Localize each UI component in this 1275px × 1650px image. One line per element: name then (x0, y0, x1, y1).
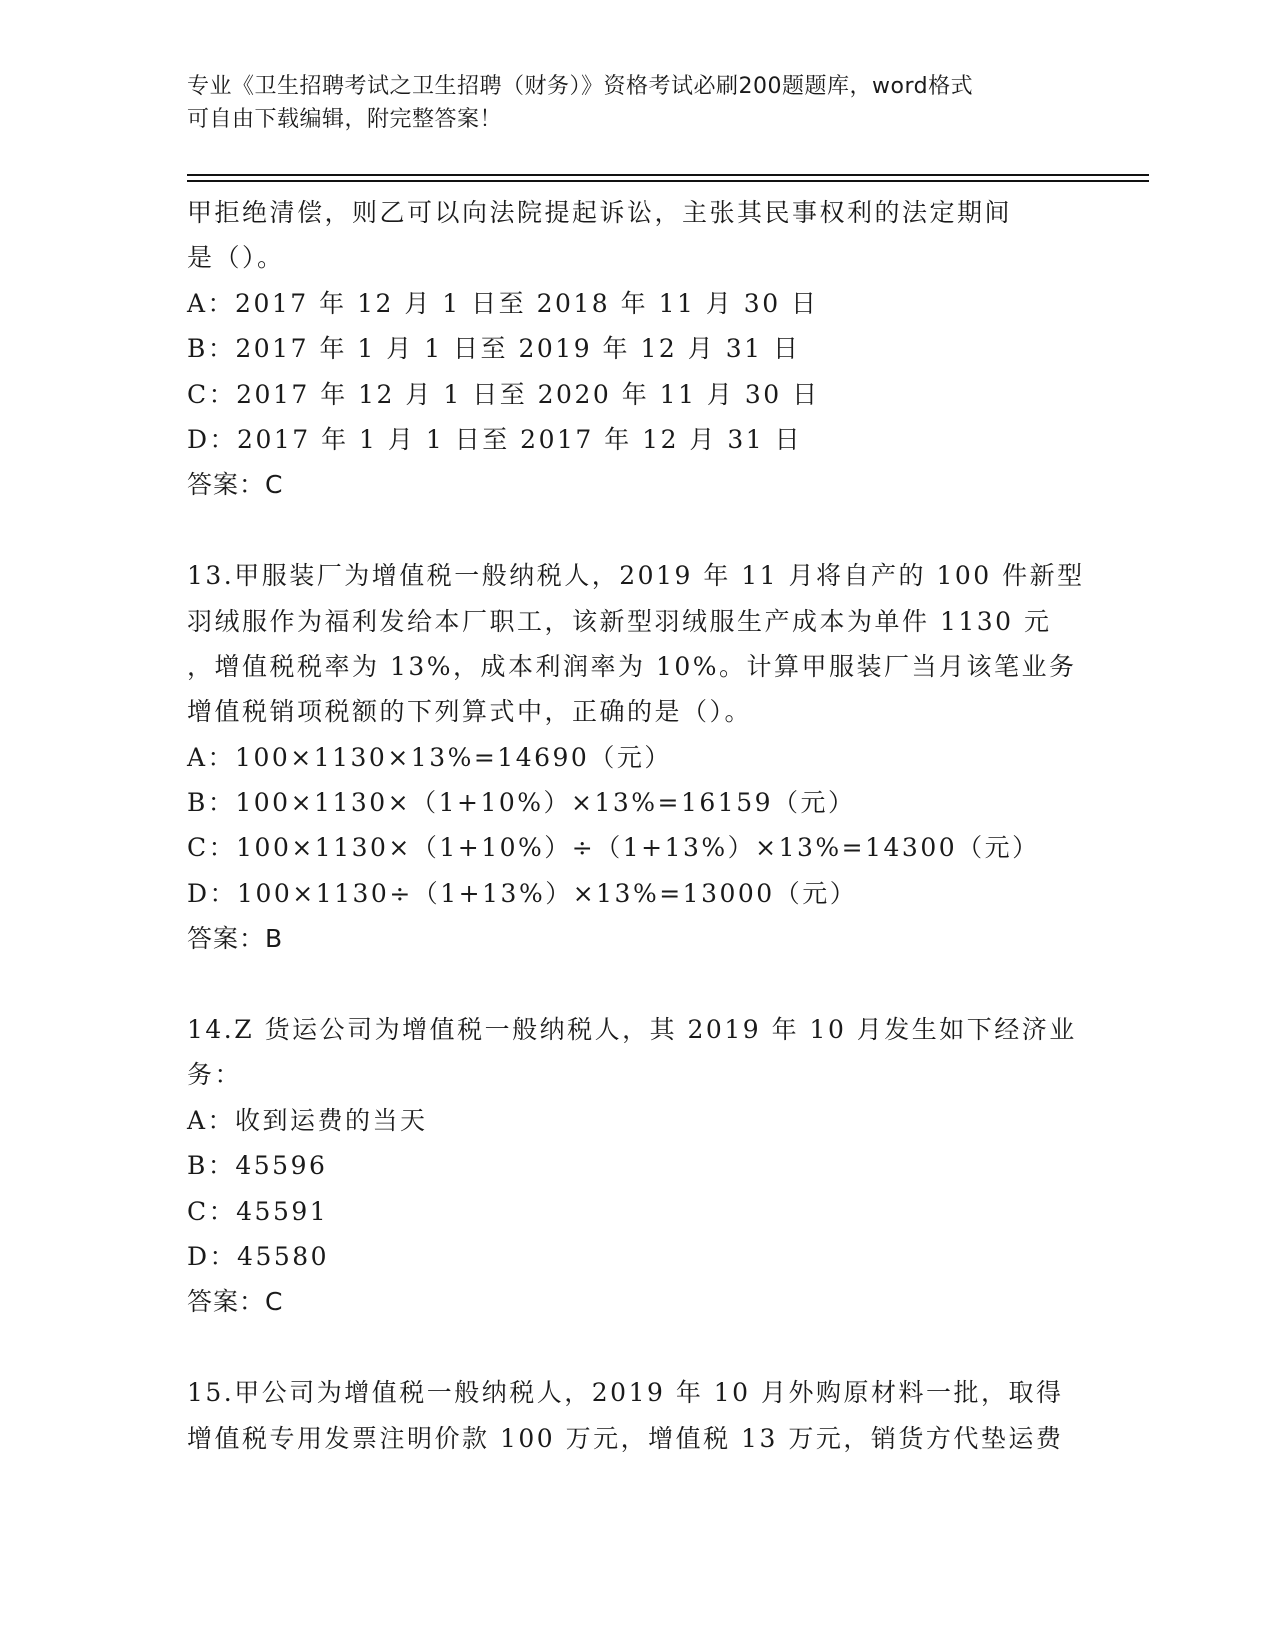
option-c: C：2017 年 12 月 1 日至 2020 年 11 月 30 日 (187, 379, 820, 409)
option-a: A：100×1130×13%=14690（元） (187, 742, 672, 772)
option-d: D：2017 年 1 月 1 日至 2017 年 12 月 31 日 (187, 424, 803, 454)
question-stem-line: 增值税销项税额的下列算式中，正确的是（）。 (187, 697, 753, 727)
spacer (187, 962, 1087, 1007)
question-14 (187, 1007, 1087, 1325)
question-13 (187, 553, 1087, 962)
question-stem-line: 增值税专用发票注明价款 100 万元，增值税 13 万元，销货方代垫运费 (187, 1423, 1064, 1453)
option-b: B：100×1130×（1+10%）×13%=16159（元） (187, 788, 856, 818)
header-divider-top (187, 174, 1149, 176)
option-a: A：收到运费的当天 (187, 1105, 428, 1135)
question-stem-line: 羽绒服作为福利发给本厂职工，该新型羽绒服生产成本为单件 1130 元 (187, 606, 1052, 636)
option-d: D：45580 (187, 1241, 330, 1271)
question-stem-line: 15.甲公司为增值税一般纳税人，2019 年 10 月外购原材料一批，取得 (187, 1378, 1064, 1408)
document-header (187, 70, 1067, 136)
option-a: A：2017 年 12 月 1 日至 2018 年 11 月 30 日 (187, 288, 819, 318)
answer-line: 答案：B (187, 924, 284, 954)
answer-line: 答案：C (187, 470, 284, 500)
header-divider-bottom (187, 180, 1149, 182)
header-line-2: 可自由下载编辑，附完整答案！ (187, 107, 503, 132)
question-12 (187, 190, 1087, 508)
option-c: C：100×1130×（1+10%）÷（1+13%）×13%=14300（元） (187, 833, 1040, 863)
header-line-1: 专业《卫生招聘考试之卫生招聘（财务）》资格考试必刷200题题库，word格式 (187, 74, 974, 99)
option-b: B：2017 年 1 月 1 日至 2019 年 12 月 31 日 (187, 334, 801, 364)
question-15 (187, 1370, 1087, 1461)
question-stem-line: 甲拒绝清偿，则乙可以向法院提起诉讼，主张其民事权利的法定期间 (187, 198, 1013, 227)
question-list (187, 190, 1087, 1461)
option-b: B：45596 (187, 1151, 328, 1181)
question-stem-line: 务： (187, 1060, 243, 1090)
spacer (187, 1325, 1087, 1370)
question-stem-line: 是（）。 (187, 243, 285, 273)
option-c: C：45591 (187, 1196, 329, 1226)
question-stem-line: 14.Z 货运公司为增值税一般纳税人，其 2019 年 10 月发生如下经济业 (187, 1015, 1077, 1045)
answer-line: 答案：C (187, 1287, 284, 1317)
spacer (187, 508, 1087, 553)
option-d: D：100×1130÷（1+13%）×13%=13000（元） (187, 878, 858, 908)
question-stem-line: 13.甲服装厂为增值税一般纳税人，2019 年 11 月将自产的 100 件新型 (187, 561, 1085, 591)
question-stem-line: ，增值税税率为 13%，成本利润率为 10%。计算甲服装厂当月该笔业务 (187, 651, 1077, 681)
